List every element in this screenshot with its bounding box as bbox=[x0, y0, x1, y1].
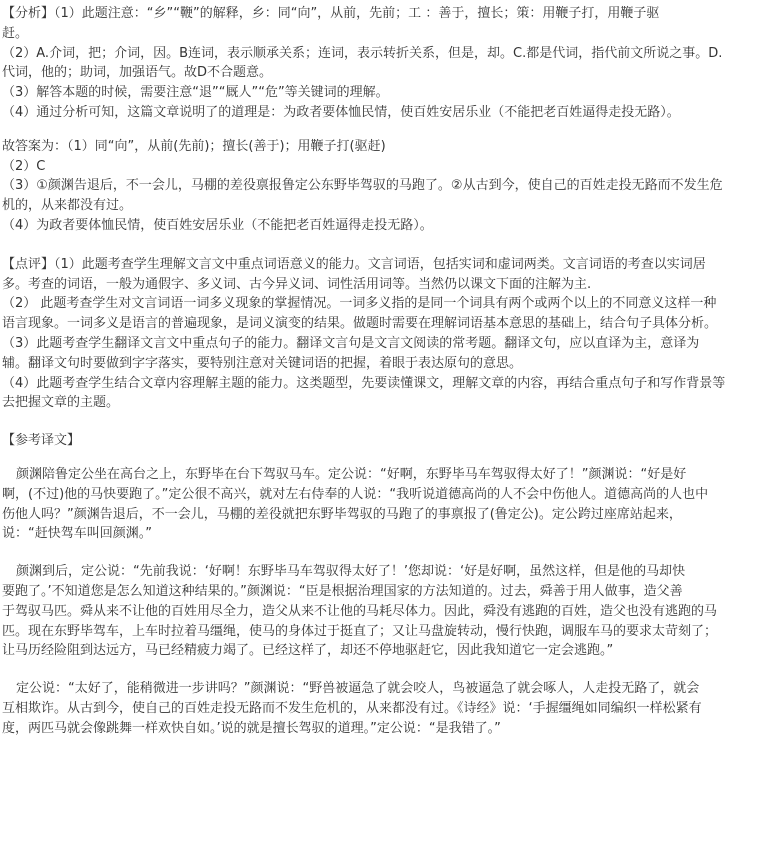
analysis-line-4: 代词，他的；助词，加强语气。故D不合题意。 bbox=[2, 65, 273, 81]
translation-p1-line-1: 颜渊陪鲁定公坐在高台之上，东野毕在台下驾驭马车。定公说：“好啊，东野毕马车驾驭得太好了！”颜渊说：“好是好 bbox=[16, 466, 687, 482]
analysis-line-6: （4）通过分析可知，这篇文章说明了的道理是：为政者要体恤民情，使百姓安居乐业（不能把老百姓逼得走投无路）。 bbox=[2, 104, 680, 120]
translation-paragraph-2 bbox=[2, 562, 778, 661]
answer-section bbox=[2, 137, 778, 236]
spacer bbox=[2, 544, 778, 562]
translation-p3-line-3: 度，两匹马就会像跳舞一样欢快自如。’说的就是擅长驾驭的道理。”定公说：“是我错了。” bbox=[2, 720, 501, 736]
spacer bbox=[2, 236, 778, 255]
translation-paragraph-1 bbox=[2, 465, 778, 544]
answer-line-5: （4）为政者要体恤民情，使百姓安居乐业（不能把老百姓逼得走投无路）。 bbox=[2, 217, 433, 233]
comment-line-1: 【点评】（1）此题考查学生理解文言文中重点词语意义的能力。文言词语，包括实词和虚词两类。文言词语的考查以实词居 bbox=[2, 256, 706, 272]
comment-section bbox=[2, 255, 778, 413]
analysis-line-3: （2）A.介词，把；介词，因。B连词，表示顺承关系；连词，表示转折关系，但是，却。C.都是代词，指代前文所说之事。D. bbox=[2, 45, 723, 61]
comment-line-6: 辅。翻译文句时要做到字字落实，要特别注意对关键词语的把握，着眼于表达原句的意思。 bbox=[2, 355, 523, 371]
comment-line-2: 多。考查的词语，一般为通假字、多义词、古今异义词、词性活用词等。当然仍以课文下面的注解为主. bbox=[2, 276, 592, 292]
comment-line-8: 去把握文章的主题。 bbox=[2, 395, 120, 411]
answer-line-2: （2）C bbox=[2, 158, 46, 174]
comment-line-5: （3）此题考查学生翻译文言文中重点句子的能力。翻译文言句是文言文阅读的常考题。翻译文句，应以直译为主，意译为 bbox=[2, 335, 700, 351]
translation-p2-line-5: 让马历经险阻到达远方，马已经精疲力竭了。已经这样了，却还不停地驱赶它，因此我知道它一定会逃跑。” bbox=[2, 643, 614, 659]
comment-line-7: （4）此题考查学生结合文章内容理解主题的能力。这类题型，先要读懂课文，理解文章的内容，再结合重点句子和写作背景等 bbox=[2, 375, 726, 391]
translation-heading: 【参考译文】 bbox=[2, 433, 81, 449]
analysis-section bbox=[2, 4, 778, 123]
spacer bbox=[2, 451, 778, 465]
translation-p2-line-2: 要跑了。’不知道您是怎么知道这种结果的。”颜渊说：“臣是根据治理国家的方法知道的。过去，舜善于用人做事，造父善 bbox=[2, 583, 683, 599]
translation-p2-line-3: 于驾驭马匹。舜从来不让他的百姓用尽全力，造父从来不让他的马耗尽体力。因此，舜没有逃跑的百姓，造父也没有逃跑的马 bbox=[2, 603, 718, 619]
translation-p3-line-1: 定公说：“太好了，能稍微进一步讲吗？”颜渊说：“野兽被逼急了就会咬人，鸟被逼急了就会啄人，人走投无路了，就会 bbox=[16, 681, 700, 697]
spacer bbox=[2, 413, 778, 431]
comment-line-4: 语言现象。一词多义是语言的普遍现象，是词义演变的结果。做题时需要在理解词语基本意思的基础上，结合句子具体分析。 bbox=[2, 316, 718, 332]
analysis-line-1: 【分析】（1）此题注意：“乡”“鞭”的解释，乡：同“向”，从前，先前；工 ：善于，擅长；策：用鞭子打，用鞭子驱 bbox=[2, 6, 660, 21]
translation-section bbox=[2, 431, 778, 738]
translation-p2-line-4: 匹。现在东野毕驾车，上车时拉着马缰绳，使马的身体过于挺直了；又让马盘旋转动，慢行快跑，调服车马的要求太苛刻了； bbox=[2, 623, 718, 639]
spacer bbox=[2, 123, 778, 137]
translation-p1-line-2: 啊，(不过)他的马快要跑了。”定公很不高兴，就对左右侍奉的人说：“我听说道德高尚的人不会中伤他人。道德高尚的人也中 bbox=[2, 486, 709, 502]
comment-line-3: （2） 此题考查学生对文言词语一词多义现象的掌握情况。一词多义指的是同一个词具有两个或两个以上的不同意义这样一种 bbox=[2, 296, 717, 312]
spacer bbox=[2, 661, 778, 679]
translation-paragraph-3 bbox=[2, 679, 778, 738]
translation-p1-line-4: 说：“赶快驾车叫回颜渊。” bbox=[2, 526, 152, 542]
answer-line-1: 故答案为：（1）同“向”，从前(先前)；擅长(善于)；用鞭子打(驱赶) bbox=[2, 138, 386, 154]
translation-p1-line-3: 伤他人吗？”颜渊告退后，不一会儿，马棚的差役就把东野毕驾驭的马跑了的事禀报了(鲁定公)。定公跨过座席站起来， bbox=[2, 506, 682, 522]
answer-line-4: 机的，从来都没有过。 bbox=[2, 198, 133, 214]
translation-p2-line-1: 颜渊到后，定公说：“先前我说：‘好啊！东野毕马车驾驭得太好了！’您却说：‘好是好啊，虽然这样，但是他的马却快 bbox=[16, 564, 686, 580]
answer-line-3: （3）①颜渊告退后，不一会儿，马棚的差役禀报鲁定公东野毕驾驭的马跑了。②从古到今，使自己的百姓走投无路而不发生危 bbox=[2, 178, 723, 194]
translation-p3-line-2: 互相欺诈。从古到今，使自己的百姓走投无路而不发生危机的，从来都没有过。《诗经》说：‘手握缰绳如同编织一样松紧有 bbox=[2, 700, 702, 716]
analysis-line-2: 赶。 bbox=[2, 25, 29, 41]
analysis-line-5: （3）解答本题的时候，需要注意“退”“厩人”“危”等关键词的理解。 bbox=[2, 85, 389, 101]
